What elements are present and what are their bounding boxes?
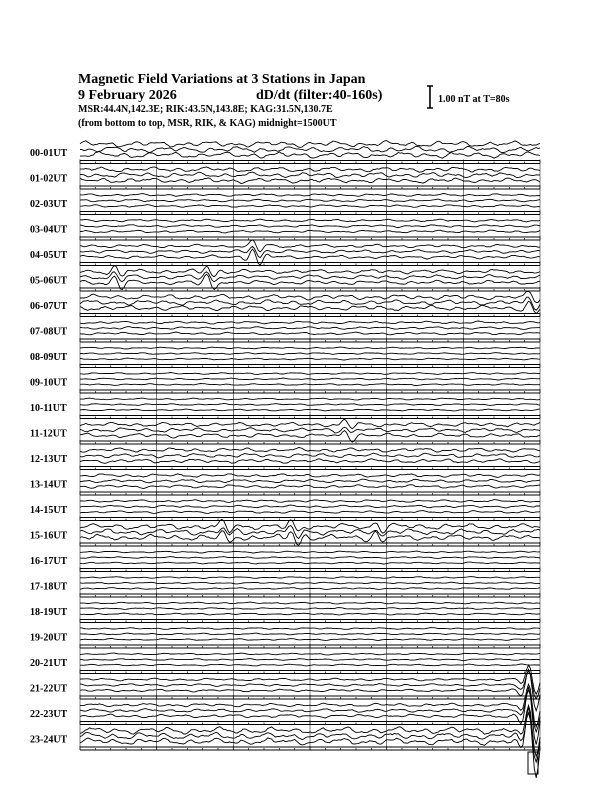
hour-label: 14-15UT — [30, 505, 68, 516]
hour-label: 17-18UT — [30, 581, 68, 593]
hour-label: 10-11UT — [30, 403, 67, 414]
hour-label: 04-05UT — [30, 250, 68, 261]
hour-label: 08-09UT — [30, 352, 68, 363]
hour-label: 00-01UT — [30, 148, 68, 159]
hour-label: 22-23UT — [30, 709, 68, 720]
hour-label: 02-03UT — [30, 199, 68, 210]
hour-label: 09-10UT — [30, 377, 68, 389]
hour-label: 19-20UT — [30, 632, 68, 644]
trace-msr — [80, 152, 540, 159]
hour-label: 12-13UT — [30, 454, 68, 465]
hour-label: 20-21UT — [30, 658, 68, 669]
scale-bar — [427, 86, 433, 108]
hour-label: 23-24UT — [30, 734, 68, 746]
filter-label: dD/dt (filter:40-160s) — [256, 88, 383, 103]
hour-label: 05-06UT — [30, 275, 68, 287]
hour-label: 11-12UT — [30, 428, 67, 440]
chart-title: Magnetic Field Variations at 3 Stations in Japan — [78, 72, 366, 87]
hour-label: 15-16UT — [30, 530, 68, 542]
hour-label: 18-19UT — [30, 607, 68, 618]
trace-rik — [80, 146, 540, 152]
stations-label: MSR:44.4N,142.3E; RIK:43.5N,143.8E; KAG:31.5N,130.7E — [78, 104, 333, 115]
hour-label: 01-02UT — [30, 173, 68, 185]
hour-label: 16-17UT — [30, 556, 68, 567]
hour-label: 07-08UT — [30, 326, 68, 338]
order-note: (from bottom to top, MSR, RIK, & KAG) midnight=1500UT — [78, 118, 337, 129]
trace-kag — [80, 141, 540, 148]
scale-bar-label: 1.00 nT at T=80s — [438, 94, 510, 105]
hour-label: 03-04UT — [30, 224, 68, 236]
date-label: 9 February 2026 — [78, 88, 177, 103]
hour-label: 21-22UT — [30, 683, 68, 695]
hour-label: 06-07UT — [30, 301, 68, 312]
hour-label: 13-14UT — [30, 479, 68, 491]
